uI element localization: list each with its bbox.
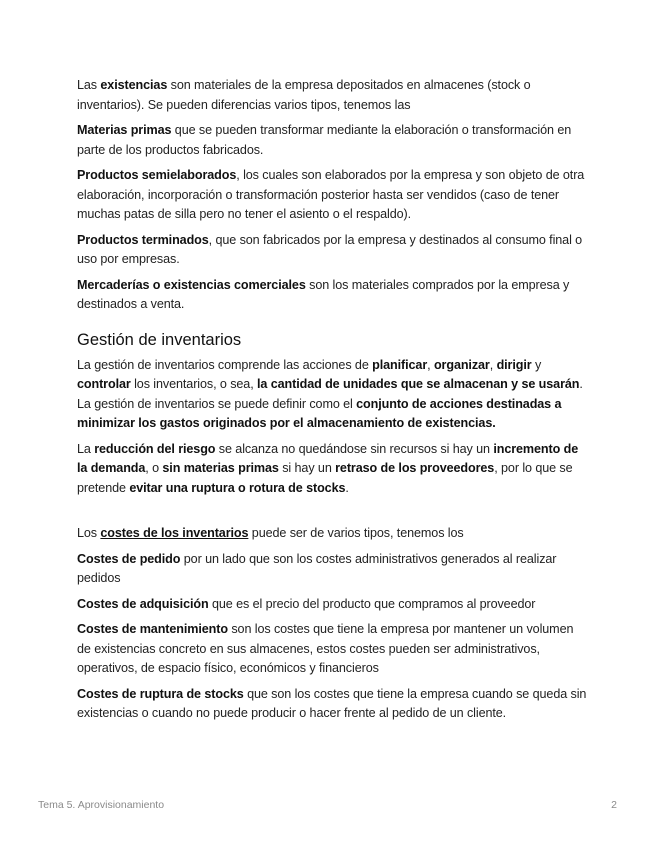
bold-run: reducción del riesgo xyxy=(94,441,216,456)
bold-run: organizar xyxy=(433,357,490,372)
text-run: , xyxy=(489,357,497,372)
text-run: . La gestión de inventarios se puede definir como el xyxy=(77,377,583,411)
type-text: , los cuales son elaborados por la empresa y son objeto de otra elaboración, incorporación o transformación posterior hasta ser vendidos (caso de tener muchas patas de silla pero no tener el asiento o el respaldo). xyxy=(77,168,585,221)
type-paragraph xyxy=(77,276,587,315)
cost-text: son los costes que tiene la empresa por mantener un volumen de existencias concreto en sus almacenes, estos costes pueden ser administrativos, operativos, de espacio físico, económicos y financieros xyxy=(77,622,574,675)
text-run: La xyxy=(77,441,95,456)
intro-term: existencias xyxy=(100,78,168,92)
cost-text: que son los costes que tiene la empresa cuando se queda sin existencias o cuando no puede producir o hacer frente al pedido de un cliente. xyxy=(77,686,587,720)
page-footer xyxy=(38,799,617,811)
text-run: , por lo que se pretende xyxy=(77,461,573,495)
text-run: si hay un xyxy=(278,461,336,475)
bold-run: controlar xyxy=(77,377,131,391)
cost-text: que es el precio del producto que compramos al proveedor xyxy=(208,596,536,611)
intro-paragraph xyxy=(77,76,587,115)
cost-term: Costes de adquisición xyxy=(77,596,209,611)
text-run: y xyxy=(531,357,542,372)
risk-reduction-paragraph xyxy=(77,440,587,499)
bold-run: conjunto de acciones destinadas a minimizar los gastos originados por el almacenamiento de existencias. xyxy=(77,396,562,430)
cost-item xyxy=(77,595,587,615)
inventory-management-paragraph xyxy=(77,356,587,434)
bold-run: retraso de los proveedores xyxy=(335,461,495,475)
bold-run: planificar xyxy=(372,357,428,372)
type-text: son los materiales comprados por la empresa y destinados a venta. xyxy=(77,277,570,311)
cost-item xyxy=(77,685,587,724)
bold-run: sin materias primas xyxy=(162,461,279,475)
section-heading: Gestión de inventarios xyxy=(77,330,242,349)
type-paragraph xyxy=(77,121,587,160)
cost-item xyxy=(77,550,587,589)
bold-run: la cantidad de unidades que se almacenan y se usarán xyxy=(257,377,580,391)
text-run: se alcanza no quedándose sin recursos si hay un xyxy=(215,441,494,456)
text-run: . xyxy=(345,480,349,495)
text-run: los inventarios, o sea, xyxy=(130,377,257,391)
type-term: Productos terminados xyxy=(77,232,209,247)
intro-text-c: son materiales de la empresa depositados en almacenes (stock o inventarios). Se pueden diferencias varios tipos, tenemos las xyxy=(77,78,531,112)
document-page xyxy=(77,76,587,730)
type-term: Productos semielaborados xyxy=(77,168,237,182)
type-text: que se pueden transformar mediante la elaboración o transformación en parte de los productos fabricados. xyxy=(77,123,572,157)
text-run: , xyxy=(427,357,434,372)
footer-title: Tema 5. Aprovisionamiento xyxy=(38,799,165,811)
type-term: Materias primas xyxy=(77,123,172,137)
text-run: Los xyxy=(77,526,101,540)
type-term: Mercaderías o existencias comerciales xyxy=(77,277,306,292)
type-paragraph xyxy=(77,231,587,270)
bold-run: dirigir xyxy=(496,357,532,372)
intro-text-a: Las xyxy=(77,78,101,92)
costs-link[interactable]: costes de los inventarios xyxy=(100,526,249,540)
cost-item xyxy=(77,620,587,679)
page-number: 2 xyxy=(611,799,617,811)
cost-term: Costes de ruptura de stocks xyxy=(77,686,244,701)
bold-run: evitar una ruptura o rotura de stocks xyxy=(129,480,346,495)
cost-term: Costes de mantenimiento xyxy=(77,622,228,636)
cost-term: Costes de pedido xyxy=(77,551,181,566)
type-text: , que son fabricados por la empresa y destinados al consumo final o uso por empresas. xyxy=(77,232,583,266)
type-paragraph xyxy=(77,166,587,225)
costs-intro-paragraph xyxy=(77,524,587,544)
cost-text: por un lado que son los costes administrativos generados al realizar pedidos xyxy=(77,551,557,585)
text-run: , o xyxy=(145,461,163,475)
bold-run: incremento de la demanda xyxy=(77,441,579,475)
text-run: La gestión de inventarios comprende las acciones de xyxy=(77,357,373,372)
text-run: puede ser de varios tipos, tenemos los xyxy=(248,526,464,540)
spacer xyxy=(77,504,587,524)
